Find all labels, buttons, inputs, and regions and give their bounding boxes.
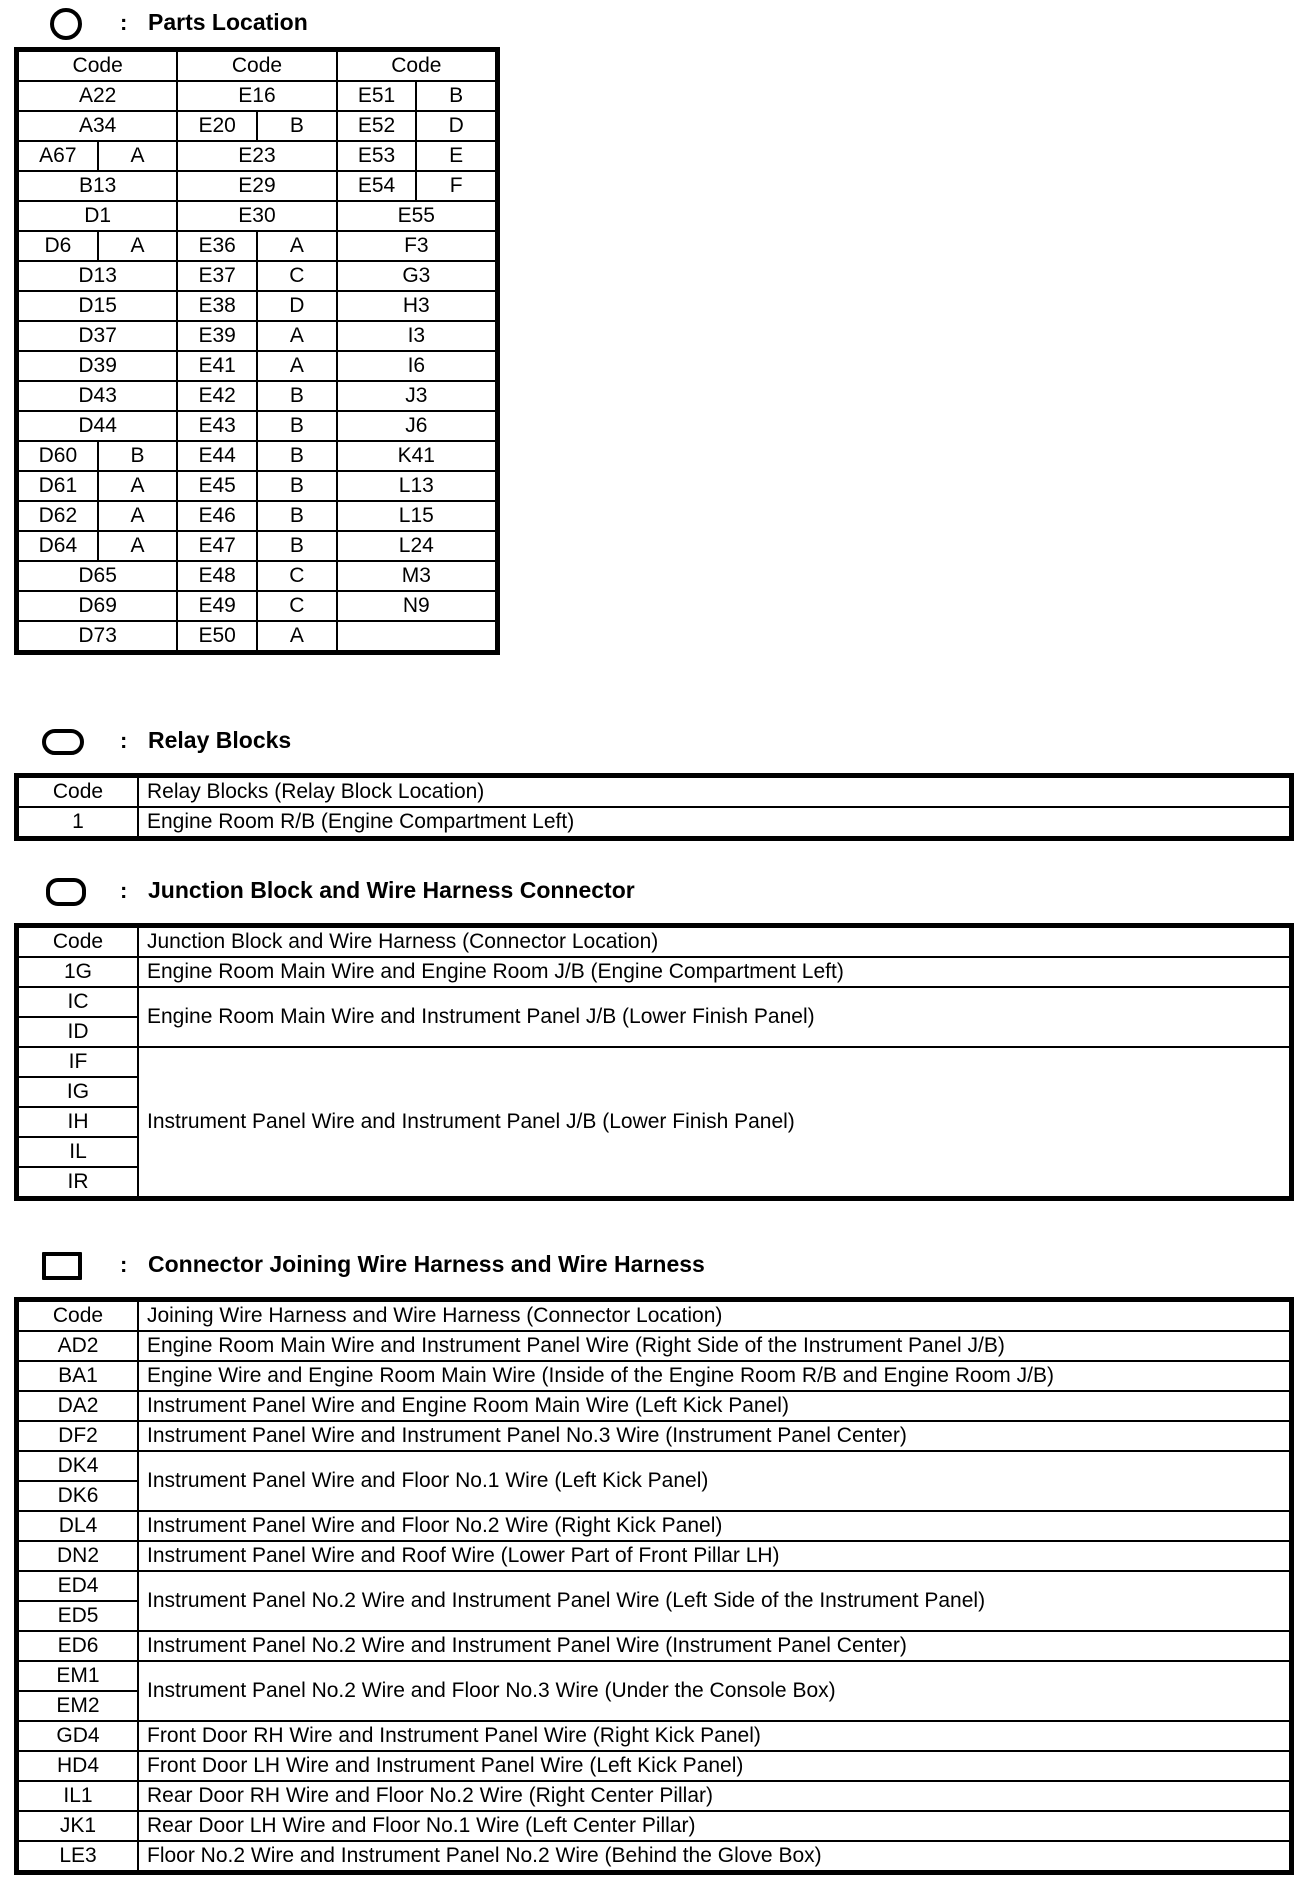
code-header: Code [18,777,138,807]
connector-description-cell: Engine Room Main Wire and Instrument Panel J/B (Lower Finish Panel) [138,987,1290,1047]
part-code-cell: B13 [18,171,177,201]
connector-code-cell: IH [18,1107,138,1137]
part-code-cell: E16 [177,81,336,111]
connector-code-cell: EM2 [18,1691,138,1721]
connector-code-cell: IG [18,1077,138,1107]
table-row [18,1047,1290,1077]
column-header: Code [18,51,177,81]
part-code-cell: E23 [177,141,336,171]
table-row [18,1781,1290,1811]
table-row [18,1331,1290,1361]
part-code-cell: A34 [18,111,177,141]
connector-description-cell: Engine Room Main Wire and Engine Room J/B (Engine Compartment Left) [138,957,1290,987]
part-sub-cell: A [98,471,178,501]
connector-code-cell: ID [18,1017,138,1047]
table-row [18,411,496,441]
part-sub-cell: D [416,111,496,141]
part-code-cell: D15 [18,291,177,321]
connector-description-cell: Engine Wire and Engine Room Main Wire (Inside of the Engine Room R/B and Engine Room J/B) [138,1361,1290,1391]
part-code-cell: D37 [18,321,177,351]
connector-code-cell: ED5 [18,1601,138,1631]
table-row [18,111,496,141]
relay-blocks-heading [0,722,600,762]
table-row [18,957,1290,987]
part-sub-cell: F [416,171,496,201]
table-row [18,1721,1290,1751]
connector-code-cell: EM1 [18,1661,138,1691]
table-row [18,1661,1290,1691]
heading-colon: : [120,878,128,903]
part-code-cell: E44 [177,441,257,471]
table-header-row [18,1301,1290,1331]
part-code-cell: E37 [177,261,257,291]
part-code-cell: E54 [337,171,417,201]
section-title: Connector Joining Wire Harness and Wire Harness [148,1251,705,1277]
part-code-cell: E53 [337,141,417,171]
part-code-cell: L13 [337,471,496,501]
connector-joining-table [17,1300,1291,1872]
part-sub-cell: B [98,441,178,471]
part-sub-cell: A [257,231,337,261]
part-sub-cell: E [416,141,496,171]
part-code-cell: D39 [18,351,177,381]
part-code-cell: D44 [18,411,177,441]
table-row [18,321,496,351]
part-code-cell: E39 [177,321,257,351]
column-header: Code [337,51,496,81]
part-sub-cell: A [257,351,337,381]
table-row [18,231,496,261]
part-sub-cell: A [98,501,178,531]
part-code-cell: D62 [18,501,98,531]
table-row [18,1841,1290,1871]
table-row [18,531,496,561]
connector-code-cell: IC [18,987,138,1017]
part-code-cell: E49 [177,591,257,621]
connector-description-cell: Instrument Panel Wire and Roof Wire (Lower Part of Front Pillar LH) [138,1541,1290,1571]
table-row [18,1421,1290,1451]
part-code-cell: E41 [177,351,257,381]
junction-block-heading [0,872,900,912]
part-code-cell: A22 [18,81,177,111]
relay-blocks-table [17,776,1291,838]
rectangle-symbol-icon [42,1252,82,1280]
part-code-cell: E43 [177,411,257,441]
part-code-cell: E50 [177,621,257,651]
description-header: Joining Wire Harness and Wire Harness (Connector Location) [138,1301,1290,1331]
table-row [18,621,496,651]
table-row [18,351,496,381]
table-row [18,441,496,471]
code-header: Code [18,1301,138,1331]
table-row [18,1541,1290,1571]
part-code-cell: L24 [337,531,496,561]
part-sub-cell: B [257,531,337,561]
connector-code-cell: DA2 [18,1391,138,1421]
part-code-cell: D6 [18,231,98,261]
connector-description-cell: Instrument Panel Wire and Instrument Panel No.3 Wire (Instrument Panel Center) [138,1421,1290,1451]
connector-code-cell: AD2 [18,1331,138,1361]
connector-description-cell: Instrument Panel Wire and Instrument Panel J/B (Lower Finish Panel) [138,1047,1290,1197]
connector-code-cell: IL [18,1137,138,1167]
connector-code-cell: GD4 [18,1721,138,1751]
part-code-cell: J6 [337,411,496,441]
part-sub-cell: D [257,291,337,321]
connector-code-cell: HD4 [18,1751,138,1781]
connector-description-cell: Engine Room Main Wire and Instrument Panel Wire (Right Side of the Instrument Panel J/B) [138,1331,1290,1361]
connector-code-cell: DL4 [18,1511,138,1541]
part-sub-cell: B [257,471,337,501]
table-row [18,1631,1290,1661]
part-code-cell: I3 [337,321,496,351]
part-code-cell: N9 [337,591,496,621]
heading-colon: : [120,10,128,35]
part-code-cell: D64 [18,531,98,561]
table-row [18,987,1290,1017]
ellipse-symbol-icon [42,729,84,755]
part-sub-cell: A [98,531,178,561]
part-code-cell: D73 [18,621,177,651]
part-sub-cell: B [257,111,337,141]
table-row [18,1751,1290,1781]
connector-code-cell: DK4 [18,1451,138,1481]
table-row [18,81,496,111]
table-row [18,561,496,591]
table-row [18,1571,1290,1601]
part-sub-cell: B [257,411,337,441]
part-code-cell: D1 [18,201,177,231]
part-code-cell [337,621,496,651]
connector-description-cell: Engine Room R/B (Engine Compartment Left) [138,807,1290,837]
part-code-cell: J3 [337,381,496,411]
column-header: Code [177,51,336,81]
table-row [18,501,496,531]
circle-symbol-icon [50,8,82,40]
connector-code-cell: 1G [18,957,138,987]
part-sub-cell: C [257,561,337,591]
connector-code-cell: ED6 [18,1631,138,1661]
part-code-cell: H3 [337,291,496,321]
part-sub-cell: A [257,321,337,351]
part-sub-cell: A [98,231,178,261]
parts-location-table [17,50,497,652]
table-row [18,1511,1290,1541]
part-sub-cell: A [257,621,337,651]
table-row [18,471,496,501]
part-code-cell: E45 [177,471,257,501]
part-code-cell: E38 [177,291,257,321]
table-row [18,1361,1290,1391]
table-header-row [18,777,1290,807]
connector-code-cell: LE3 [18,1841,138,1871]
part-code-cell: F3 [337,231,496,261]
table-row [18,807,1290,837]
part-sub-cell: B [257,501,337,531]
connector-description-cell: Instrument Panel Wire and Floor No.1 Wire (Left Kick Panel) [138,1451,1290,1511]
connector-code-cell: DK6 [18,1481,138,1511]
connector-code-cell: DF2 [18,1421,138,1451]
connector-code-cell: 1 [18,807,138,837]
part-sub-cell: B [416,81,496,111]
connector-description-cell: Floor No.2 Wire and Instrument Panel No.2 Wire (Behind the Glove Box) [138,1841,1290,1871]
rounded-rect-symbol-icon [46,878,86,906]
part-code-cell: E29 [177,171,336,201]
connector-description-cell: Instrument Panel Wire and Engine Room Main Wire (Left Kick Panel) [138,1391,1290,1421]
connector-description-cell: Instrument Panel Wire and Floor No.2 Wire (Right Kick Panel) [138,1511,1290,1541]
part-code-cell: E20 [177,111,257,141]
heading-colon: : [120,728,128,753]
part-code-cell: E48 [177,561,257,591]
table-row [18,141,496,171]
part-sub-cell: B [257,441,337,471]
part-code-cell: D60 [18,441,98,471]
section-title: Parts Location [148,9,308,35]
code-header: Code [18,927,138,957]
connector-code-cell: IL1 [18,1781,138,1811]
part-code-cell: E36 [177,231,257,261]
part-code-cell: A67 [18,141,98,171]
connector-description-cell: Front Door RH Wire and Instrument Panel Wire (Right Kick Panel) [138,1721,1290,1751]
part-code-cell: E42 [177,381,257,411]
part-code-cell: D65 [18,561,177,591]
connector-code-cell: IR [18,1167,138,1197]
part-code-cell: K41 [337,441,496,471]
connector-description-cell: Rear Door RH Wire and Floor No.2 Wire (Right Center Pillar) [138,1781,1290,1811]
part-sub-cell: C [257,261,337,291]
table-row [18,171,496,201]
part-code-cell: E51 [337,81,417,111]
connector-description-cell: Rear Door LH Wire and Floor No.1 Wire (Left Center Pillar) [138,1811,1290,1841]
connector-description-cell: Instrument Panel No.2 Wire and Floor No.3 Wire (Under the Console Box) [138,1661,1290,1721]
heading-colon: : [120,1252,128,1277]
part-sub-cell: C [257,591,337,621]
part-code-cell: I6 [337,351,496,381]
connector-description-cell: Instrument Panel No.2 Wire and Instrument Panel Wire (Left Side of the Instrument Panel) [138,1571,1290,1631]
table-header-row [18,927,1290,957]
connector-code-cell: BA1 [18,1361,138,1391]
part-code-cell: D43 [18,381,177,411]
connector-code-cell: ED4 [18,1571,138,1601]
description-header: Junction Block and Wire Harness (Connector Location) [138,927,1290,957]
table-row [18,381,496,411]
part-code-cell: E47 [177,531,257,561]
part-sub-cell: A [98,141,178,171]
part-code-cell: G3 [337,261,496,291]
part-code-cell: D13 [18,261,177,291]
junction-block-table [17,926,1291,1198]
section-title: Relay Blocks [148,727,292,753]
section-title: Junction Block and Wire Harness Connector [148,877,635,903]
connector-code-cell: DN2 [18,1541,138,1571]
part-code-cell: E30 [177,201,336,231]
parts-location-heading [0,4,600,44]
part-code-cell: L15 [337,501,496,531]
part-sub-cell: B [257,381,337,411]
table-row [18,291,496,321]
connector-code-cell: JK1 [18,1811,138,1841]
part-code-cell: M3 [337,561,496,591]
description-header: Relay Blocks (Relay Block Location) [138,777,1290,807]
part-code-cell: D69 [18,591,177,621]
part-code-cell: E52 [337,111,417,141]
table-row [18,261,496,291]
connector-description-cell: Front Door LH Wire and Instrument Panel Wire (Left Kick Panel) [138,1751,1290,1781]
connector-description-cell: Instrument Panel No.2 Wire and Instrument Panel Wire (Instrument Panel Center) [138,1631,1290,1661]
part-code-cell: E46 [177,501,257,531]
table-row [18,1811,1290,1841]
table-row [18,591,496,621]
part-code-cell: D61 [18,471,98,501]
connector-code-cell: IF [18,1047,138,1077]
table-row [18,1391,1290,1421]
part-code-cell: E55 [337,201,496,231]
table-row [18,201,496,231]
table-row [18,1451,1290,1481]
connector-joining-heading [0,1246,900,1286]
